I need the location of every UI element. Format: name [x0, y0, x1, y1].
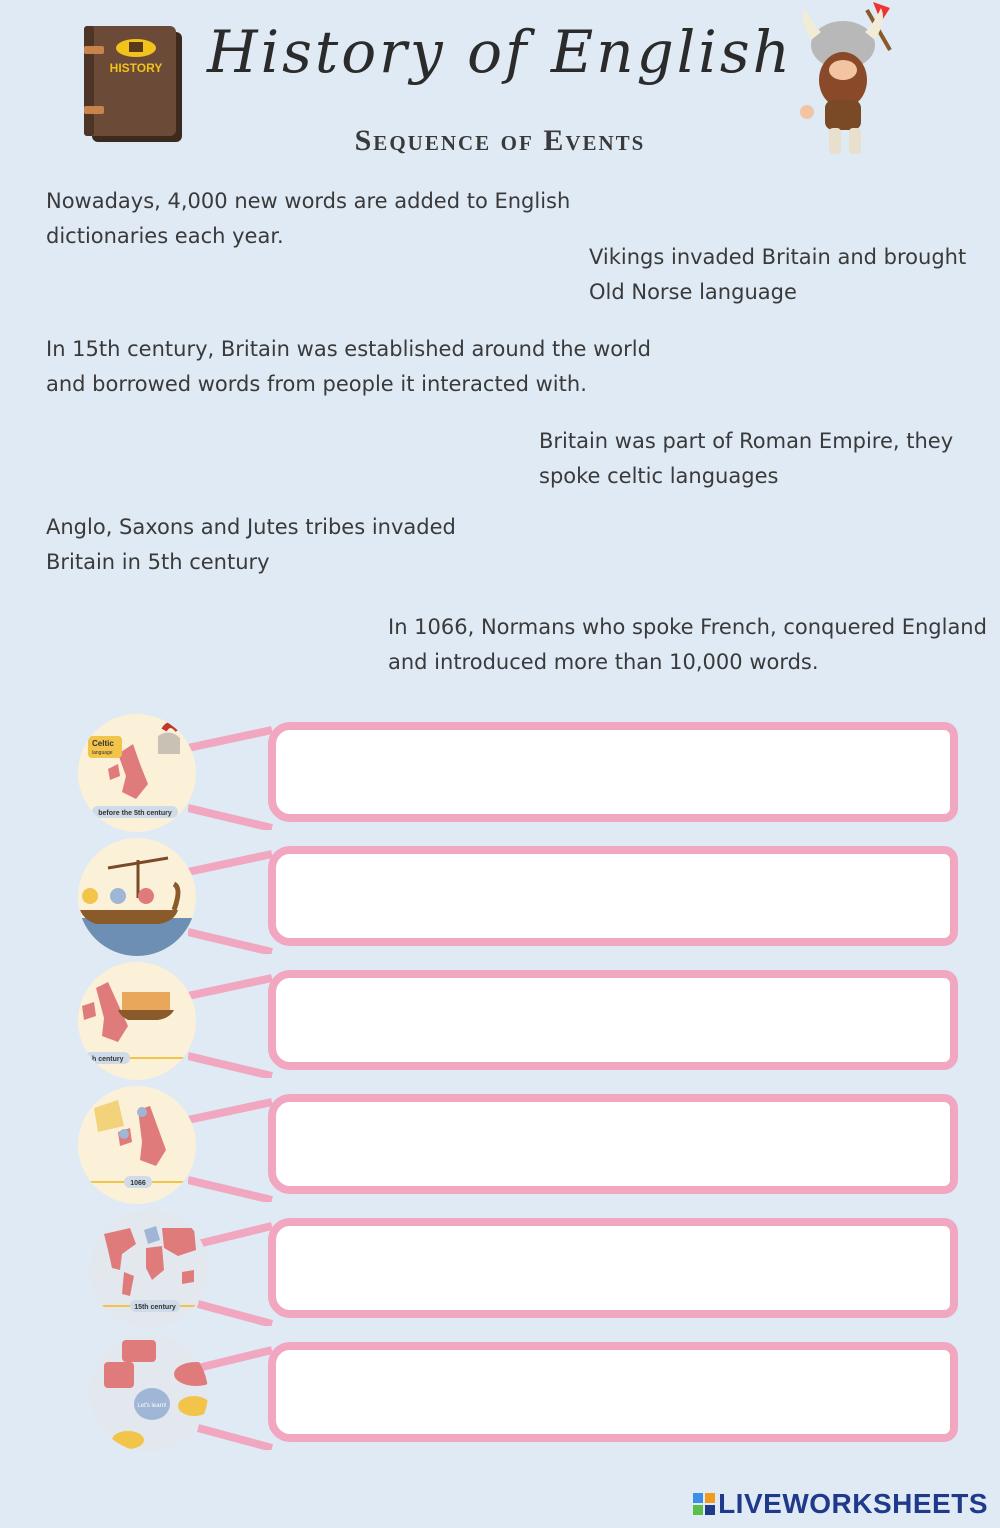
- answer-box[interactable]: [268, 1342, 958, 1442]
- tribes-boat-icon: [78, 838, 196, 956]
- celtic-tag-small: language: [92, 750, 113, 756]
- timeline-caption: before the 5th century: [98, 810, 172, 817]
- bubble-text: Let's learn!: [137, 1403, 167, 1409]
- answer-box[interactable]: [268, 722, 958, 822]
- event-line: Anglo, Saxons and Jutes tribes invaded: [46, 515, 456, 539]
- world-map-icon: [90, 1210, 208, 1328]
- event-line: Nowadays, 4,000 new words are added to English: [46, 189, 571, 213]
- event-line: and introduced more than 10,000 words.: [388, 650, 819, 674]
- event-statement[interactable]: [589, 240, 966, 310]
- norman-map-icon: [78, 1086, 196, 1204]
- speech-bubbles-icon: [90, 1334, 208, 1452]
- timeline-slot: [78, 1084, 888, 1204]
- timeline-slot: [78, 712, 888, 832]
- timeline-slot: [78, 836, 888, 956]
- celtic-tag: Celtic: [92, 739, 114, 748]
- event-statement[interactable]: [46, 184, 570, 254]
- book-label: HISTORY: [109, 61, 163, 75]
- event-line: Vikings invaded Britain and brought: [589, 245, 967, 269]
- event-line: Old Norse language: [589, 280, 797, 304]
- page-title: History of English: [207, 18, 793, 86]
- event-statement[interactable]: [46, 332, 651, 402]
- event-line: spoke celtic languages: [539, 464, 779, 488]
- celtic-map-icon: [78, 714, 196, 832]
- event-line: dictionaries each year.: [46, 224, 284, 248]
- event-line: and borrowed words from people it interacted with.: [46, 372, 587, 396]
- event-statement[interactable]: [388, 610, 987, 680]
- viking-ships-map-icon: [78, 962, 196, 1080]
- event-line: In 1066, Normans who spoke French, conquered England: [388, 615, 987, 639]
- event-line: In 15th century, Britain was established around the world: [46, 337, 651, 361]
- event-statement[interactable]: [539, 424, 953, 494]
- timeline-slot: [78, 1332, 888, 1452]
- timeline-slot: [78, 1208, 888, 1328]
- viking-icon: [795, 0, 905, 165]
- timeline-caption: h century: [92, 1056, 124, 1063]
- answer-box[interactable]: [268, 1094, 958, 1194]
- event-line: Britain was part of Roman Empire, they: [539, 429, 954, 453]
- timeline-caption: 1066: [130, 1180, 146, 1187]
- logo-icon: [693, 1493, 715, 1515]
- timeline-caption: 15th century: [134, 1304, 176, 1311]
- logo-text: LIVEWORKSHEETS: [718, 1488, 988, 1519]
- event-statement[interactable]: [46, 510, 456, 580]
- event-line: Britain in 5th century: [46, 550, 270, 574]
- timeline-slot: [78, 960, 888, 1080]
- answer-box[interactable]: [268, 1218, 958, 1318]
- liveworksheets-logo: [693, 1488, 988, 1520]
- answer-box[interactable]: [268, 846, 958, 946]
- answer-box[interactable]: [268, 970, 958, 1070]
- page-subtitle: Sequence of Events: [354, 124, 646, 157]
